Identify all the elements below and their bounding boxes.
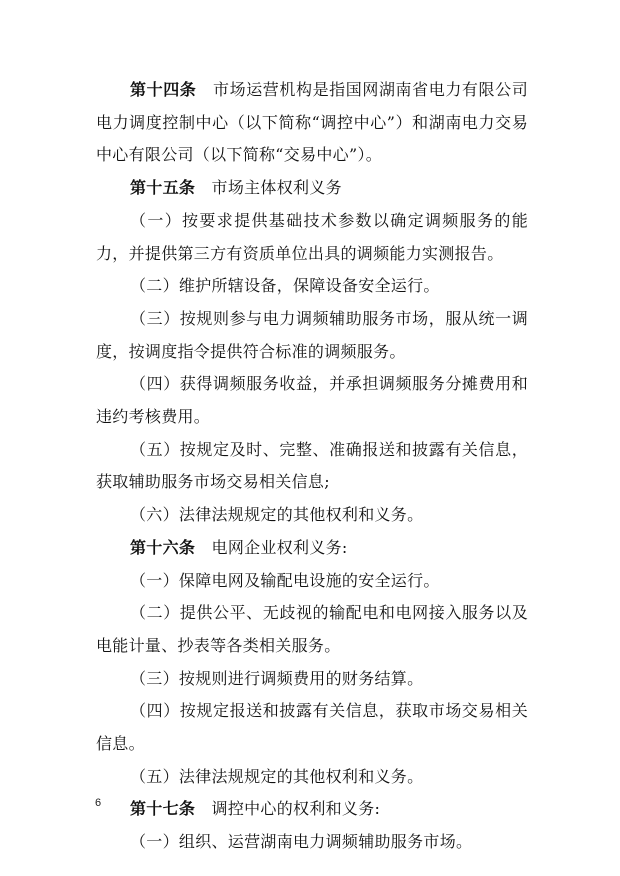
- article-15-item-5: （五）按规定及时、完整、准确报送和披露有关信息，获取辅助服务市场交易相关信息;: [96, 439, 528, 492]
- article-16: [96, 532, 528, 565]
- article-16-item-2: （二）提供公平、无歧视的输配电和电网接入服务以及电能计量、抄表等各类相关服务。: [96, 603, 528, 655]
- article-17-item-1: （一）组织、运营湖南电力调频辅助服务市场。: [130, 832, 473, 852]
- page-number: 6: [95, 797, 102, 809]
- article-15-item-6: （六）法律法规规定的其他权利和义务。: [130, 505, 424, 525]
- article-15-item-4: （四）获得调频服务收益，并承担调频服务分摊费用和违约考核费用。: [96, 374, 528, 427]
- article-16-item-5: （五）法律法规规定的其他权利和义务。: [130, 766, 424, 786]
- article-14: [96, 74, 528, 172]
- article-17-number: 第十七条: [130, 799, 196, 819]
- article-17: [96, 793, 528, 826]
- article-15-number: 第十五条: [130, 178, 196, 198]
- article-15-item-3: （三）按规则参与电力调频辅助服务市场，服从统一调度，按调度指令提供符合标准的调频服务。: [96, 308, 528, 361]
- article-15-text: 市场主体权利义务: [211, 178, 342, 198]
- article-16-item-3: （三）按规则进行调频费用的财务结算。: [130, 668, 424, 688]
- article-14-number: 第十四条: [130, 80, 197, 99]
- article-15-item-2: （二）维护所辖设备，保障设备安全运行。: [130, 276, 440, 296]
- article-16-item-1: （一）保障电网及输配电设施的安全运行。: [130, 570, 440, 590]
- article-14-text: 市场运营机构是指国网湖南省电力有限公司电力调度控制中心（以下简称“调控中心”）和湖南电力交易中心有限公司（以下简称“交易中心”）。: [96, 80, 529, 165]
- document-body: [96, 74, 528, 859]
- article-15: [96, 172, 528, 205]
- article-16-number: 第十六条: [130, 537, 196, 557]
- article-16-item-4: （四）按规定报送和披露有关信息，获取市场交易相关信息。: [96, 701, 528, 754]
- article-16-text: 电网企业权利义务:: [211, 537, 348, 557]
- article-17-text: 调控中心的权利和义务:: [211, 799, 381, 819]
- article-15-item-1: （一）按要求提供基础技术参数以确定调频服务的能力，并提供第三方有资质单位出具的调频能力实测报告。: [96, 210, 528, 263]
